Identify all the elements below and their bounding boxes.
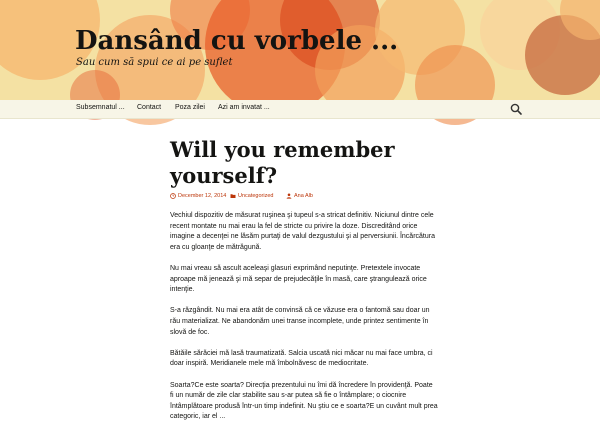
site-title[interactable]: Dansând cu vorbele ... bbox=[75, 26, 399, 56]
search-icon[interactable] bbox=[510, 103, 522, 115]
nav-item-subsemnatul[interactable]: Subsemnatul ... bbox=[76, 104, 125, 111]
folder-icon bbox=[230, 193, 236, 199]
post-content bbox=[170, 211, 438, 433]
post-author-text: Ana Alb bbox=[294, 193, 313, 199]
post-paragraph: S-a răzgândit. Nu mai era atât de convinsă că ce văzuse era o fantomă sau doar un rău materializat. Ne abandonăm unei transe incomplete, unde printez sentimente în slovă de foc. bbox=[170, 307, 430, 336]
site-description: Sau cum să spui ce ai pe suflet bbox=[76, 57, 233, 68]
post-category-text: Uncategorized bbox=[238, 193, 274, 199]
clock-icon bbox=[170, 193, 176, 199]
nav-item-azi-am-invatat[interactable]: Azi am invatat ... bbox=[218, 104, 270, 111]
site-header bbox=[0, 0, 600, 100]
nav-item-contact[interactable]: Contact bbox=[137, 104, 162, 111]
post-date[interactable] bbox=[170, 193, 226, 199]
post-paragraph: Bătăile sărăciei mă lasă traumatizată. Salcia uscată nici măcar nu mai face umbra, ci doar inspiră. Meridianele mele mă îmbolnăvesc de mediocritate. bbox=[170, 349, 433, 368]
post-paragraph: Soarta?Ce este soarta? Direcţia prezentului nu îmi dă încredere în providenţă. Poate fi un număr de zile clar stabilite sau s-ar putea să fie o întâmplare; o ciocnire întâmplătoare produsă într-un timp indefinit. Nu ştiu ce e soarta?E un cuvânt mult prea categoric, iar el ... bbox=[170, 381, 438, 421]
post-category[interactable] bbox=[230, 193, 273, 199]
post-paragraph: Nu mai vreau să ascult aceleaşi glasuri exprimând neputinţe. Pretextele invocate aproape mă jenează şi mă separ de prejudecăţile în masă, care ştrangulează orice intenţie. bbox=[170, 264, 427, 294]
user-icon bbox=[286, 193, 292, 199]
post-date-text: December 12, 2014 bbox=[178, 193, 227, 199]
post-author[interactable] bbox=[286, 193, 313, 199]
post-title[interactable]: Will you remember yourself? bbox=[170, 137, 395, 188]
nav-item-poza-zilei[interactable]: Poza zilei bbox=[175, 104, 205, 111]
post-paragraph: Vechiul dispozitiv de măsurat ruşinea şi tupeul s-a stricat definitiv. Niciunul dintre cele recent montate nu mai erau la fel de stricte cu privire la doze. Discreditând orice imagine a decenţei ne lăsăm purtaţi de valul dezgustului şi al perversiunii. Încărcătura era cu gloanţe de mătrăgună. bbox=[170, 212, 435, 251]
